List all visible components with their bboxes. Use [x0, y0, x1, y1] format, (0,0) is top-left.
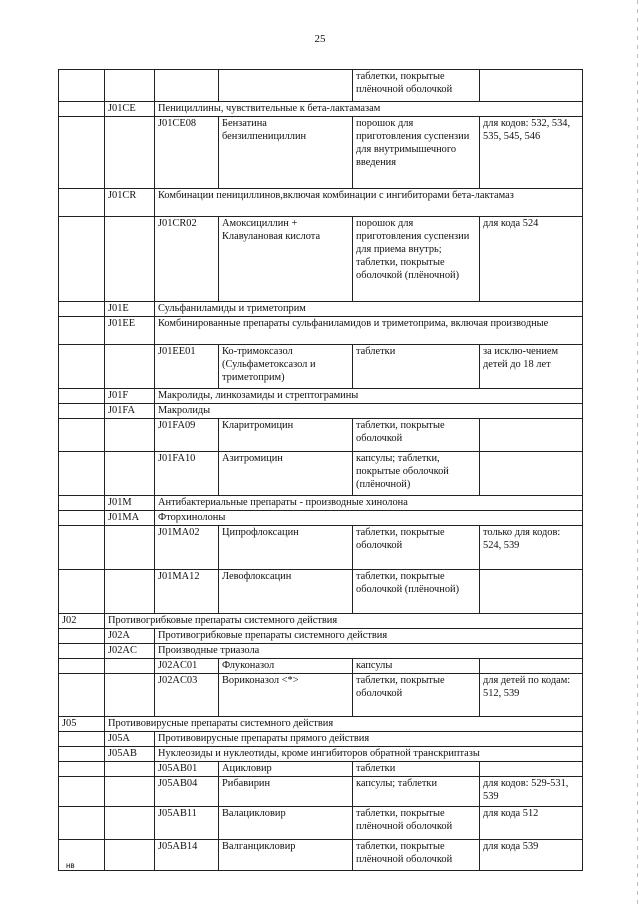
drug-row — [59, 217, 583, 302]
atc-subgroup-code: J01M — [105, 496, 155, 511]
drug-name: Ацикловир — [219, 762, 353, 777]
group-row — [59, 732, 583, 747]
restriction-note: для кодов: 529-531, 539 — [480, 777, 583, 807]
atc-code: J02AC01 — [155, 659, 219, 674]
drug-row — [59, 345, 583, 389]
restriction-note — [480, 419, 583, 452]
atc-subgroup-title: Производные триазола — [155, 644, 583, 659]
atc-subgroup-title: Комбинации пенициллинов,включая комбинации с ингибиторами бета-лактамаз — [155, 189, 583, 217]
dosage-form: капсулы; таблетки, покрытые оболочкой (плёночной) — [353, 452, 480, 496]
atc-subgroup-title: Комбинированные препараты сульфаниламидов и триметоприма, включая производные — [155, 317, 583, 345]
restriction-note — [480, 570, 583, 614]
dosage-form: таблетки — [353, 762, 480, 777]
empty-cell — [59, 217, 105, 302]
dosage-form: таблетки, покрытые оболочкой — [353, 526, 480, 570]
atc-subgroup-code: J01FA — [105, 404, 155, 419]
atc-code: J01CR02 — [155, 217, 219, 302]
empty-cell — [105, 762, 155, 777]
group-row — [59, 717, 583, 732]
atc-code — [155, 70, 219, 102]
empty-cell — [105, 777, 155, 807]
atc-code: J05AB04 — [155, 777, 219, 807]
atc-subgroup-code: J01EE — [105, 317, 155, 345]
atc-code: J05AB14 — [155, 840, 219, 871]
drug-row — [59, 807, 583, 840]
dosage-form: таблетки — [353, 345, 480, 389]
atc-group-code: J02 — [59, 614, 105, 629]
group-row — [59, 102, 583, 117]
atc-subgroup-title: Нуклеозиды и нуклеотиды, кроме ингибиторов обратной транскриптазы — [155, 747, 583, 762]
dosage-form: таблетки, покрытые плёночной оболочкой — [353, 807, 480, 840]
atc-group-title: Противовирусные препараты системного действия — [105, 717, 583, 732]
page-number: 25 — [314, 33, 326, 45]
empty-cell — [105, 117, 155, 189]
empty-cell — [59, 70, 105, 102]
empty-cell — [59, 747, 105, 762]
restriction-note — [480, 452, 583, 496]
empty-cell — [59, 389, 105, 404]
group-row — [59, 302, 583, 317]
drug-name: Кларитромицин — [219, 419, 353, 452]
empty-cell — [59, 496, 105, 511]
dosage-form: таблетки, покрытые плёночной оболочкой — [353, 840, 480, 871]
empty-cell — [59, 117, 105, 189]
group-row — [59, 629, 583, 644]
dosage-form: таблетки, покрытые оболочкой — [353, 674, 480, 717]
empty-cell — [105, 807, 155, 840]
drug-table-body — [59, 70, 583, 871]
empty-cell — [59, 629, 105, 644]
drug-row — [59, 117, 583, 189]
atc-group-code: J05 — [59, 717, 105, 732]
restriction-note — [480, 762, 583, 777]
atc-subgroup-title: Противогрибковые препараты системного действия — [155, 629, 583, 644]
restriction-note: за исклю-чением детей до 18 лет — [480, 345, 583, 389]
atc-subgroup-title: Противовирусные препараты прямого действия — [155, 732, 583, 747]
empty-cell — [59, 102, 105, 117]
drug-name: Амоксициллин + Клавулановая кислота — [219, 217, 353, 302]
atc-code: J01FA09 — [155, 419, 219, 452]
atc-subgroup-code: J05A — [105, 732, 155, 747]
atc-code: J01MA12 — [155, 570, 219, 614]
drug-table — [58, 69, 583, 871]
empty-cell — [105, 419, 155, 452]
atc-code: J05AB01 — [155, 762, 219, 777]
restriction-note: для кода 512 — [480, 807, 583, 840]
restriction-note — [480, 659, 583, 674]
empty-cell — [105, 570, 155, 614]
drug-name: Ципрофлоксацин — [219, 526, 353, 570]
empty-cell — [59, 644, 105, 659]
atc-code: J02AC03 — [155, 674, 219, 717]
atc-subgroup-title: Фторхинолоны — [155, 511, 583, 526]
restriction-note: для кодов: 532, 534, 535, 545, 546 — [480, 117, 583, 189]
drug-name: Ко-тримоксазол (Сульфаметоксазол и триметоприм) — [219, 345, 353, 389]
empty-cell — [105, 840, 155, 871]
group-row — [59, 644, 583, 659]
atc-subgroup-title: Макролиды — [155, 404, 583, 419]
group-row — [59, 317, 583, 345]
atc-subgroup-code: J01F — [105, 389, 155, 404]
atc-code: J01CE08 — [155, 117, 219, 189]
empty-cell — [59, 345, 105, 389]
drug-row — [59, 659, 583, 674]
drug-name: Левофлоксацин — [219, 570, 353, 614]
drug-row — [59, 70, 583, 102]
drug-row — [59, 840, 583, 871]
drug-row — [59, 777, 583, 807]
empty-cell — [59, 452, 105, 496]
restriction-note: для кода 539 — [480, 840, 583, 871]
empty-cell — [105, 70, 155, 102]
drug-row — [59, 674, 583, 717]
empty-cell — [59, 419, 105, 452]
empty-cell — [59, 807, 105, 840]
restriction-note: для детей по кодам: 512, 539 — [480, 674, 583, 717]
atc-subgroup-code: J01MA — [105, 511, 155, 526]
empty-cell — [105, 345, 155, 389]
dosage-form: таблетки, покрытые оболочкой — [353, 419, 480, 452]
atc-subgroup-title: Макролиды, линкозамиды и стрептограмины — [155, 389, 583, 404]
drug-name: Бензатина бензилпенициллин — [219, 117, 353, 189]
empty-cell — [59, 189, 105, 217]
dosage-form: таблетки, покрытые оболочкой (плёночной) — [353, 570, 480, 614]
empty-cell — [59, 317, 105, 345]
atc-code: J05AB11 — [155, 807, 219, 840]
dosage-form: капсулы — [353, 659, 480, 674]
group-row — [59, 389, 583, 404]
drug-name — [219, 70, 353, 102]
scan-edge — [637, 0, 638, 905]
atc-subgroup-code: J01E — [105, 302, 155, 317]
empty-cell — [59, 570, 105, 614]
restriction-note — [480, 70, 583, 102]
empty-cell — [59, 762, 105, 777]
empty-cell — [59, 732, 105, 747]
drug-name: Валганцикловир — [219, 840, 353, 871]
restriction-note: для кода 524 — [480, 217, 583, 302]
empty-cell — [59, 526, 105, 570]
drug-row — [59, 419, 583, 452]
empty-cell — [105, 674, 155, 717]
atc-subgroup-title: Антибактериальные препараты - производные хинолона — [155, 496, 583, 511]
empty-cell — [105, 452, 155, 496]
atc-code: J01MA02 — [155, 526, 219, 570]
dosage-form: порошок для приготовления суспензии для приема внутрь; таблетки, покрытые оболочкой (плёночной) — [353, 217, 480, 302]
group-row — [59, 747, 583, 762]
drug-row — [59, 526, 583, 570]
restriction-note: только для кодов: 524, 539 — [480, 526, 583, 570]
empty-cell — [59, 302, 105, 317]
atc-code: J01EE01 — [155, 345, 219, 389]
group-row — [59, 189, 583, 217]
empty-cell — [59, 777, 105, 807]
empty-cell — [59, 511, 105, 526]
empty-cell — [59, 659, 105, 674]
atc-code: J01FA10 — [155, 452, 219, 496]
footer-mark: нв — [66, 861, 75, 870]
atc-subgroup-code: J01CR — [105, 189, 155, 217]
atc-subgroup-title: Пенициллины, чувствительные к бета-лактамазам — [155, 102, 583, 117]
atc-subgroup-title: Сульфаниламиды и триметоприм — [155, 302, 583, 317]
drug-name: Флуконазол — [219, 659, 353, 674]
empty-cell — [105, 659, 155, 674]
atc-subgroup-code: J05AB — [105, 747, 155, 762]
drug-name: Рибавирин — [219, 777, 353, 807]
dosage-form: капсулы; таблетки — [353, 777, 480, 807]
atc-group-title: Противогрибковые препараты системного действия — [105, 614, 583, 629]
drug-row — [59, 762, 583, 777]
group-row — [59, 511, 583, 526]
group-row — [59, 404, 583, 419]
drug-name: Валацикловир — [219, 807, 353, 840]
empty-cell — [105, 526, 155, 570]
drug-row — [59, 570, 583, 614]
atc-subgroup-code: J01CE — [105, 102, 155, 117]
group-row — [59, 614, 583, 629]
group-row — [59, 496, 583, 511]
dosage-form: порошок для приготовления суспензии для внутримышечного введения — [353, 117, 480, 189]
dosage-form: таблетки, покрытые плёночной оболочкой — [353, 70, 480, 102]
drug-name: Вориконазол <*> — [219, 674, 353, 717]
empty-cell — [105, 217, 155, 302]
drug-name: Азитромицин — [219, 452, 353, 496]
drug-row — [59, 452, 583, 496]
empty-cell — [59, 404, 105, 419]
atc-subgroup-code: J02AC — [105, 644, 155, 659]
atc-subgroup-code: J02A — [105, 629, 155, 644]
empty-cell — [59, 674, 105, 717]
